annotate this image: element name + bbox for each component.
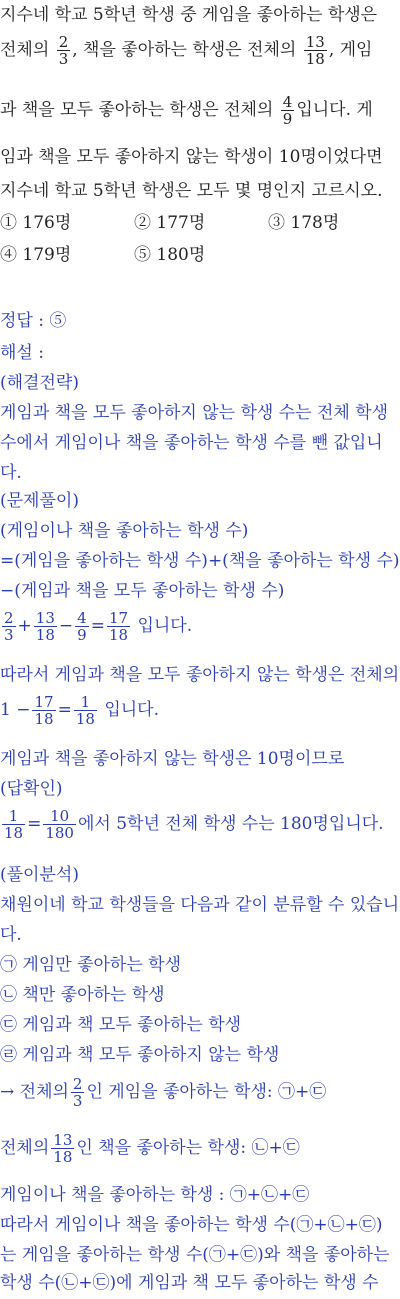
equation-3: $\frac{1}{18}$ = $\frac{10}{180}$ 에서 5학년 전체 학생 수는 180명입니다.	[4, 807, 384, 842]
option-1[interactable]: ① 176명	[0, 213, 72, 233]
category-1: ㉠ 게임만 좋아하는 학생	[0, 955, 182, 975]
category-3: ㉢ 게임과 책 모두 좋아하는 학생	[0, 1015, 242, 1035]
question-line-4: 임과 책을 모두 좋아하지 않는 학생이 10명이었다면	[0, 147, 383, 167]
option-3[interactable]: ③ 178명	[268, 213, 340, 233]
analysis-line-4: 따라서 게임이나 책을 좋아하는 학생 수(㉠+㉡+㉢)	[0, 1215, 383, 1235]
analysis-line-1: 채원이네 학교 학생들을 다음과 같이 분류할 수 있습니	[0, 895, 400, 915]
solution-line-2: =(게임을 좋아하는 학생 수)+(책을 좋아하는 학생 수)	[0, 551, 400, 571]
question-line-2: 전체의 $\frac{2}{3}$ , 책을 좋아하는 학생은 전체의 $\frac{13}{18}$ , 게임	[0, 33, 373, 68]
solution-line-5: 게임과 책을 좋아하지 않는 학생은 10명이므로	[0, 749, 345, 769]
strategy-title: (해결전략)	[0, 373, 79, 393]
question-line-5: 지수네 학교 5학년 학생은 모두 몇 명인지 고르시오.	[0, 181, 383, 201]
analysis-line-5: 는 게임을 좋아하는 학생 수(㉠+㉢)와 책을 좋아하는	[0, 1245, 390, 1265]
solution-line-1: (게임이나 책을 좋아하는 학생 수)	[0, 521, 249, 541]
analysis-equation-2: 전체의 $\frac{13}{18}$ 인 책을 좋아하는 학생: ㉡+㉢	[0, 1131, 300, 1166]
answer-label: 정답 : ⑤	[0, 311, 67, 331]
category-2: ㉡ 책만 좋아하는 학생	[0, 985, 165, 1005]
strategy-line-2: 수에서 게임이나 책을 좋아하는 학생 수를 뺀 값입니	[0, 433, 383, 453]
option-5[interactable]: ⑤ 180명	[134, 245, 206, 265]
solution-line-4: 따라서 게임과 책을 모두 좋아하지 않는 학생은 전체의	[0, 665, 400, 685]
category-4: ㉣ 게임과 책 모두 좋아하지 않는 학생	[0, 1045, 280, 1065]
solution-title: (문제풀이)	[0, 491, 79, 511]
fraction-2-3: $\frac{2}{3}$	[58, 33, 69, 68]
equation-2: 1 − $\frac{17}{18}$ = $\frac{1}{18}$ 입니다.	[0, 693, 159, 728]
option-2[interactable]: ② 177명	[134, 213, 206, 233]
analysis-line-2: 다.	[0, 925, 22, 945]
analysis-title: (풀이분석)	[0, 865, 79, 885]
fraction-4-9: $\frac{4}{9}$	[282, 93, 293, 128]
equation-1: $\frac{2}{3}$ + $\frac{13}{18}$ − $\frac{4}{9}$ = $\frac{17}{18}$ 입니다.	[4, 609, 193, 644]
strategy-line-3: 다.	[0, 463, 22, 483]
question-line-3: 과 책을 모두 좋아하는 학생은 전체의 $\frac{4}{9}$ 입니다. 게	[0, 93, 373, 128]
solution-line-3: −(게임과 책을 모두 좋아하는 학생 수)	[0, 581, 285, 601]
fraction-13-18: $\frac{13}{18}$	[305, 33, 325, 68]
check-title: (답확인)	[0, 779, 63, 799]
analysis-line-6: 학생 수(㉡+㉢)에 게임과 책 모두 좋아하는 학생 수	[0, 1273, 379, 1293]
strategy-line-1: 게임과 책을 모두 좋아하지 않는 학생 수는 전체 학생	[0, 403, 389, 423]
analysis-equation-1: → 전체의 $\frac{2}{3}$ 인 게임을 좋아하는 학생: ㉠+㉢	[0, 1075, 327, 1110]
question-line-1: 지수네 학교 5학년 학생 중 게임을 좋아하는 학생은	[0, 5, 378, 25]
explanation-label: 해설 :	[0, 343, 44, 363]
option-4[interactable]: ④ 179명	[0, 245, 72, 265]
analysis-line-3: 게임이나 책을 좋아하는 학생 : ㉠+㉡+㉢	[0, 1185, 310, 1205]
